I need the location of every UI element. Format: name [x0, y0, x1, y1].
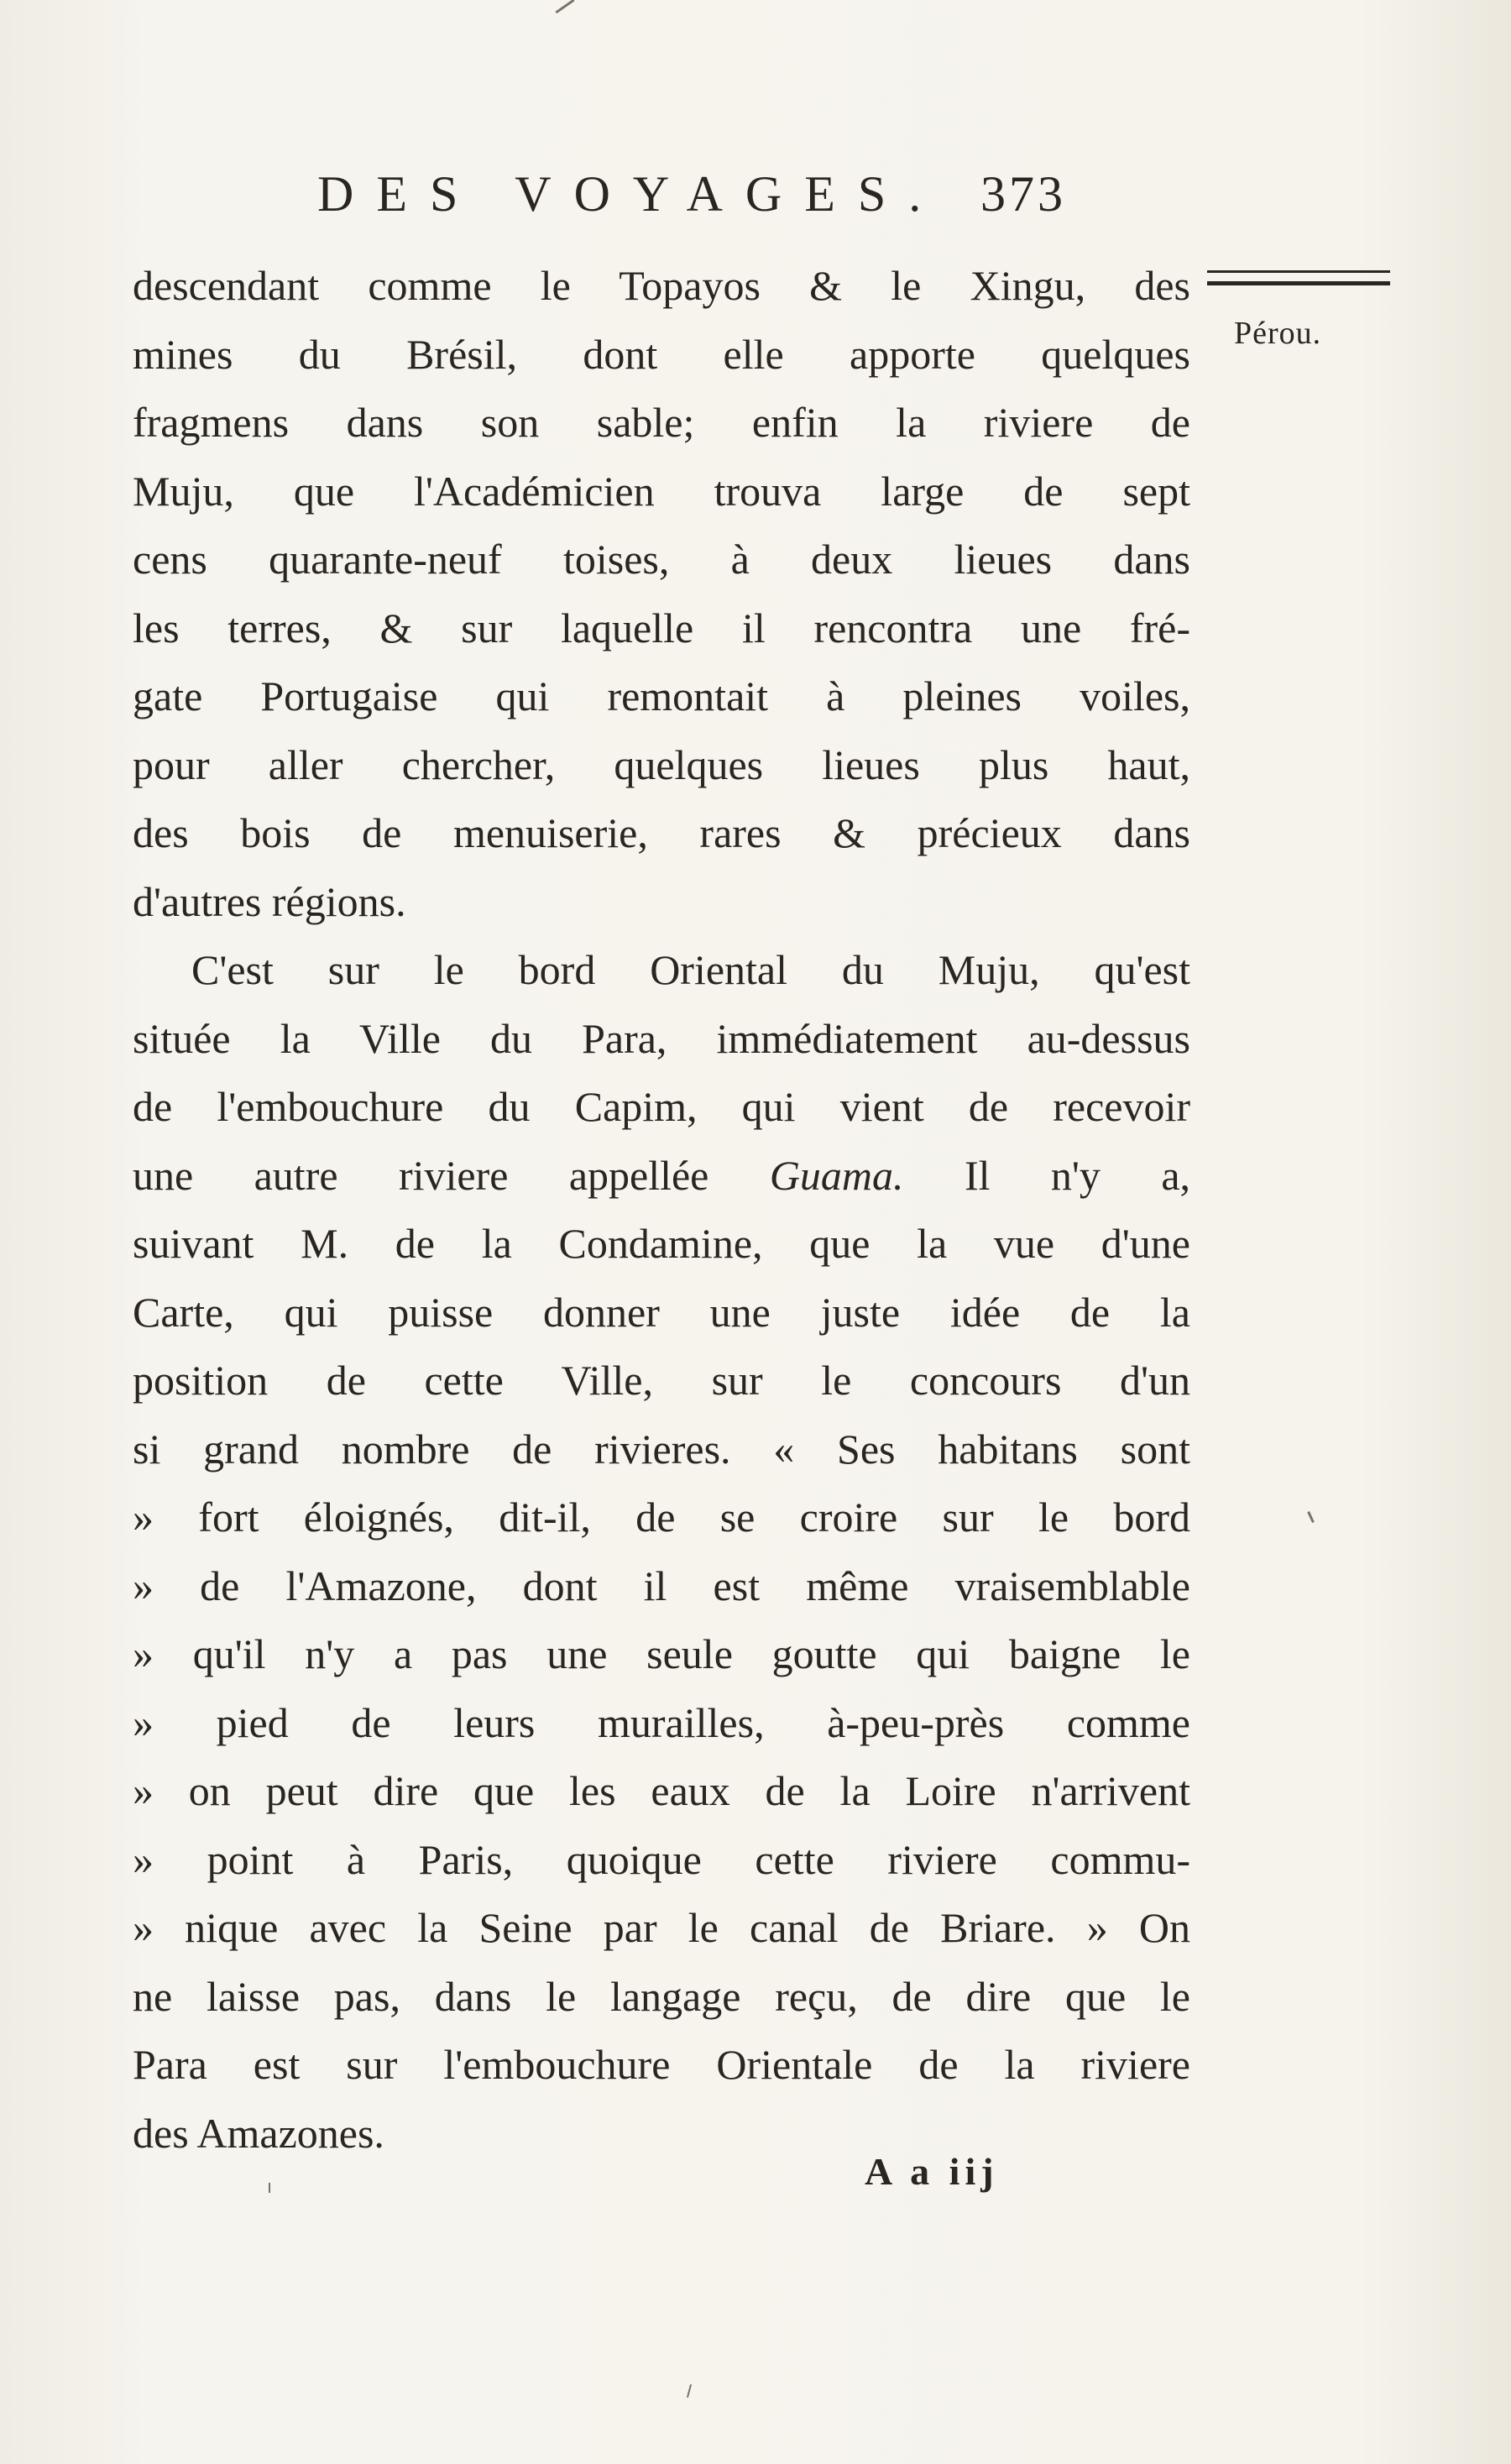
text-line: C'est sur le bord Oriental du Muju, qu'est	[191, 946, 1190, 993]
text-line: » qu'il n'y a pas une seule goutte qui baigne le	[133, 1630, 1190, 1677]
ink-mark	[555, 0, 574, 13]
text-line: si grand nombre de rivieres. « Ses habitans sont	[133, 1425, 1190, 1473]
text-line: située la Ville du Para, immédiatement au-dessus	[133, 1014, 1190, 1062]
page-number: 373	[980, 166, 1066, 222]
text-segment: Il n'y a,	[964, 1151, 1191, 1199]
ink-mark	[687, 2384, 692, 2398]
text-line: » pied de leurs murailles, à-peu-près comme	[133, 1698, 1190, 1746]
text-line: position de cette Ville, sur le concours d'un	[133, 1357, 1190, 1404]
text-line: gate Portugaise qui remontait à pleines voiles,	[133, 672, 1190, 719]
text-line: descendant comme le Topayos & le Xingu, des	[133, 262, 1190, 309]
margin-note: Pérou.	[1234, 316, 1322, 351]
signature-mark: A a iij	[865, 2150, 999, 2193]
text-line: » nique avec la Seine par le canal de Briare. » On	[133, 1904, 1190, 1951]
text-line: les terres, & sur laquelle il rencontra une fré-	[133, 604, 1190, 651]
text-line: Carte, qui puisse donner une juste idée de la	[133, 1288, 1190, 1336]
text-line: Muju, que l'Académicien trouva large de sept	[133, 467, 1190, 515]
text-line: fragmens dans son sable; enfin la riviere de	[133, 399, 1190, 446]
ink-mark	[269, 2183, 270, 2193]
ink-mark	[1307, 1511, 1315, 1523]
text-line: Para est sur l'embouchure Orientale de la riviere	[133, 2041, 1190, 2088]
body-text	[133, 252, 1190, 2168]
text-line: des bois de menuiserie, rares & précieux dans	[133, 809, 1190, 856]
text-line: » point à Paris, quoique cette riviere commu-	[133, 1835, 1190, 1883]
text-line: » fort éloignés, dit-il, de se croire sur le bord	[133, 1494, 1190, 1541]
margin-rule	[1207, 270, 1390, 285]
italic-river-name: Guama.	[769, 1151, 904, 1199]
text-line: ne laisse pas, dans le langage reçu, de dire que le	[133, 1972, 1190, 2020]
text-line-mixed	[133, 1142, 1190, 1211]
text-line: mines du Brésil, dont elle apporte quelques	[133, 330, 1190, 378]
text-segment: une autre riviere appellée	[133, 1151, 709, 1199]
text-line: suivant M. de la Condamine, que la vue d'une	[133, 1220, 1190, 1267]
running-title: DES VOYAGES.	[317, 166, 944, 222]
text-line: de l'embouchure du Capim, qui vient de recevoir	[133, 1083, 1190, 1130]
text-line: » de l'Amazone, dont il est même vraisemblable	[133, 1562, 1190, 1609]
text-line: d'autres régions.	[133, 877, 406, 925]
running-head	[133, 165, 1224, 223]
text-line: pour aller chercher, quelques lieues plus haut,	[133, 740, 1190, 788]
text-line: » on peut dire que les eaux de la Loire n'arrivent	[133, 1767, 1190, 1814]
text-line: des Amazones.	[133, 2109, 384, 2157]
text-line: cens quarante-neuf toises, à deux lieues dans	[133, 536, 1190, 583]
